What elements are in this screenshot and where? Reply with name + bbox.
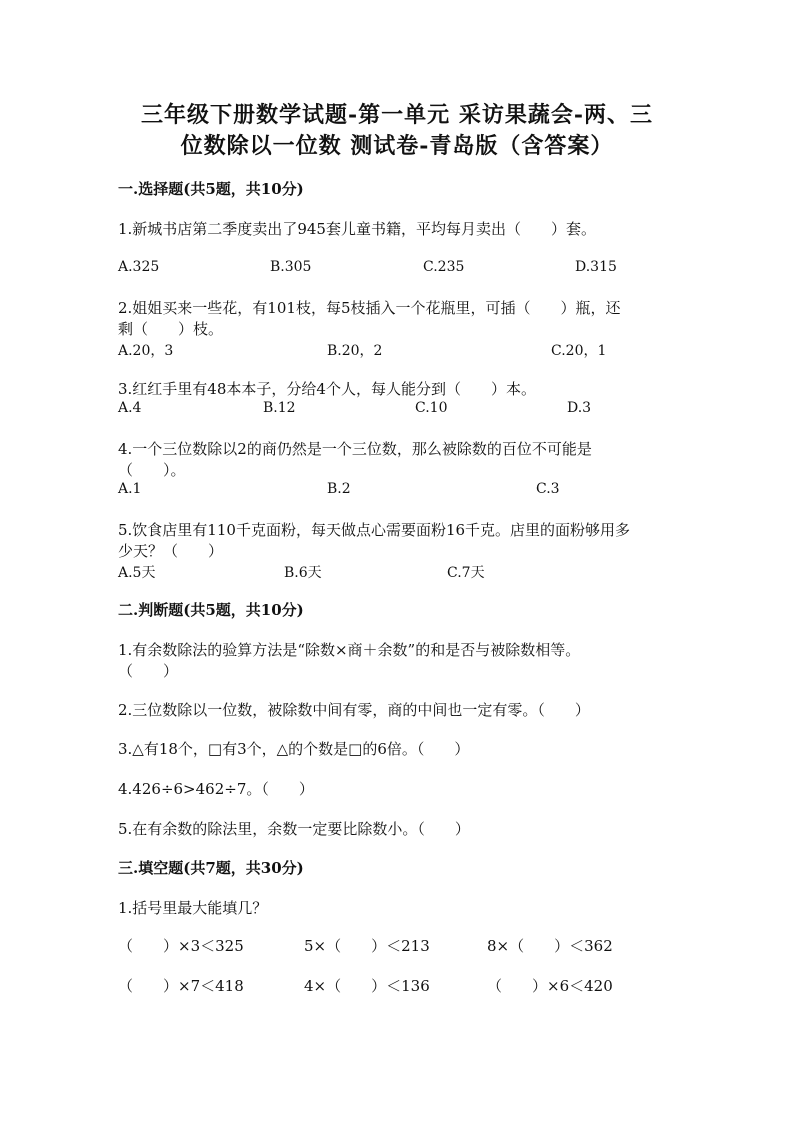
question-text: 2.姐姐买来一些花，有101枝，每5枝插入一个花瓶里，可插（ ）瓶，还: [118, 299, 621, 317]
inequality-item: （ ）×6＜420: [487, 977, 613, 995]
question-text: 2.三位数除以一位数，被除数中间有零，商的中间也一定有零。（ ）: [118, 701, 590, 719]
option-c: C.3: [536, 481, 560, 497]
question-text: 4.426÷6>462÷7。（ ）: [118, 780, 314, 798]
question-text: 5.在有余数的除法里，余数一定要比除数小。（ ）: [118, 820, 470, 838]
question-text-cont: （ ）。: [118, 461, 186, 479]
option-b: B.6天: [284, 565, 322, 581]
question-text: 3.红红手里有48本本子，分给4个人，每人能分到（ ）本。: [118, 380, 536, 398]
option-c: C.7天: [447, 565, 485, 581]
section-heading-fill-in: 三.填空题(共7题，共30分): [118, 859, 304, 877]
question-text: 5.饮食店里有110千克面粉，每天做点心需要面粉16千克。店里的面粉够用多: [118, 521, 631, 539]
option-d: D.3: [567, 400, 592, 416]
option-c: C.10: [415, 400, 448, 416]
option-d: D.315: [575, 259, 617, 275]
option-a: A.4: [118, 400, 142, 416]
option-a: A.5天: [118, 565, 156, 581]
page-title-line-2: 位数除以一位数 测试卷-青岛版（含答案）: [180, 133, 614, 159]
page-title-line-1: 三年级下册数学试题-第一单元 采访果蔬会-两、三: [141, 102, 653, 128]
question-text: 1.新城书店第二季度卖出了945套儿童书籍，平均每月卖出（ ）套。: [118, 220, 596, 238]
option-c: C.235: [423, 259, 465, 275]
option-b: B.12: [263, 400, 296, 416]
question-text-cont: 剩（ ）枝。: [118, 320, 224, 338]
inequality-item: 8×（ ）＜362: [487, 937, 613, 955]
option-a: A.325: [118, 259, 160, 275]
section-heading-choice: 一.选择题(共5题，共10分): [118, 180, 304, 198]
option-a: A.20，3: [118, 343, 174, 359]
inequality-item: （ ）×3＜325: [118, 937, 244, 955]
inequality-item: 5×（ ）＜213: [304, 937, 430, 955]
question-text: 3.△有18个，□有3个，△的个数是□的6倍。（ ）: [118, 740, 470, 758]
option-c: C.20，1: [551, 343, 607, 359]
question-text-cont: 少天？（ ）: [118, 542, 224, 560]
option-b: B.20，2: [327, 343, 383, 359]
question-text: 1.括号里最大能填几？: [118, 899, 268, 917]
question-text: 1.有余数除法的验算方法是“除数×商＋余数”的和是否与被除数相等。: [118, 641, 581, 659]
question-text: 4.一个三位数除以2的商仍然是一个三位数，那么被除数的百位不可能是: [118, 440, 592, 458]
question-text-cont: （ ）: [118, 662, 179, 680]
section-heading-judgement: 二.判断题(共5题，共10分): [118, 601, 304, 619]
option-b: B.2: [327, 481, 351, 497]
inequality-item: （ ）×7＜418: [118, 977, 244, 995]
option-a: A.1: [118, 481, 142, 497]
inequality-item: 4×（ ）＜136: [304, 977, 430, 995]
option-b: B.305: [270, 259, 312, 275]
